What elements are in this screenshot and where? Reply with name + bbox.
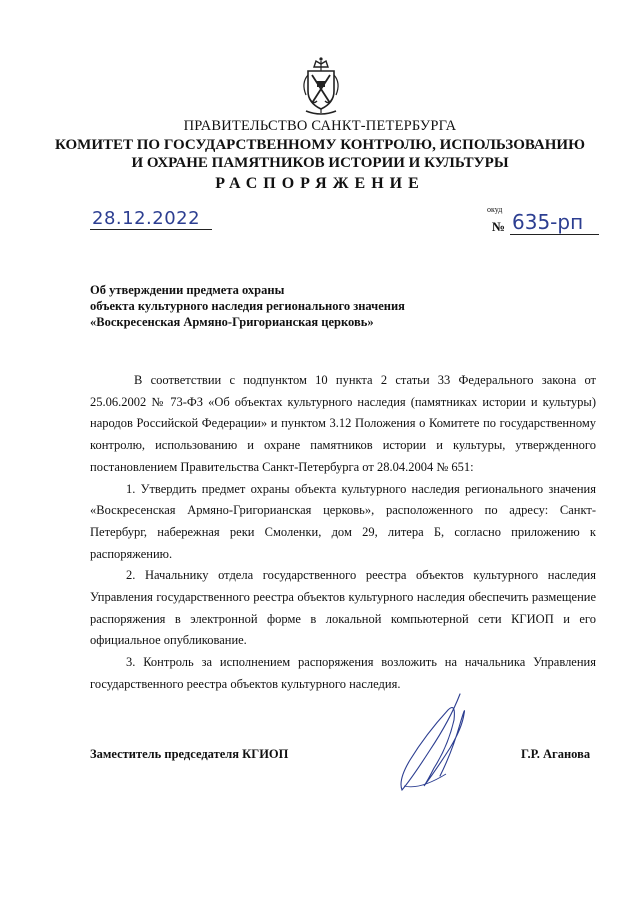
number-label: № — [492, 219, 506, 234]
clause-1: 1. Утвердить предмет охраны объекта культурного наследия регионального значения «Воскресенская Армяно-Григорианская церковь», расположенного по адресу: Санкт-Петербург, набережная реки Смоленки, дом 29, литера Б, согласно приложению к распоряжению. — [90, 481, 596, 561]
subject-line1: Об утверждении предмета охраны — [90, 283, 285, 297]
preamble-paragraph: В соответствии с подпунктом 10 пункта 2 статьи 33 Федерального закона от 25.06.2002 № 73-ФЗ «Об объектах культурного наследия (памятниках истории и культуры) народов Российской Федерации» и пунктом 3.12 Положения о Комитете по государственному контролю, использованию и охране памятников истории и культуры, утвержденного постановлением Правительства Санкт-Петербурга от 28.04.2004 № 651: — [90, 373, 596, 474]
clause-2: 2. Начальнику отдела государственного реестра объектов культурного наследия Управления государственного реестра объектов культурного наследия обеспечить размещение распоряжения в электронной форме в локальной компьютерной сети КГИОП и его официальное опубликование. — [90, 568, 596, 648]
government-heading: ПРАВИТЕЛЬСТВО САНКТ-ПЕТЕРБУРГА — [183, 118, 457, 134]
document-subject — [90, 282, 405, 330]
document-date: 28.12.2022 — [90, 208, 212, 230]
handwritten-signature — [390, 690, 490, 802]
committee-heading — [0, 136, 640, 172]
st-petersburg-coat-of-arms-icon — [300, 55, 342, 119]
document-type-title: РАСПОРЯЖЕНИЕ — [215, 175, 425, 192]
okud-label: окуд — [487, 205, 503, 214]
clause-3: 3. Контроль за исполнением распоряжения возложить на начальника Управления государственного реестра объектов культурного наследия. — [90, 655, 596, 691]
signer-name: Г.Р. Аганова — [521, 747, 591, 761]
committee-heading-line1: КОМИТЕТ ПО ГОСУДАРСТВЕННОМУ КОНТРОЛЮ, ИСПОЛЬЗОВАНИЮ — [55, 137, 585, 153]
document-number: 635-рп — [510, 210, 599, 235]
signer-title: Заместитель председателя КГИОП — [90, 747, 289, 761]
subject-line2: объекта культурного наследия регионального значения — [90, 299, 405, 313]
subject-line3: «Воскресенская Армяно-Григорианская церковь» — [90, 315, 374, 329]
document-body — [90, 370, 596, 696]
committee-heading-line2: И ОХРАНЕ ПАМЯТНИКОВ ИСТОРИИ И КУЛЬТУРЫ — [131, 155, 509, 171]
